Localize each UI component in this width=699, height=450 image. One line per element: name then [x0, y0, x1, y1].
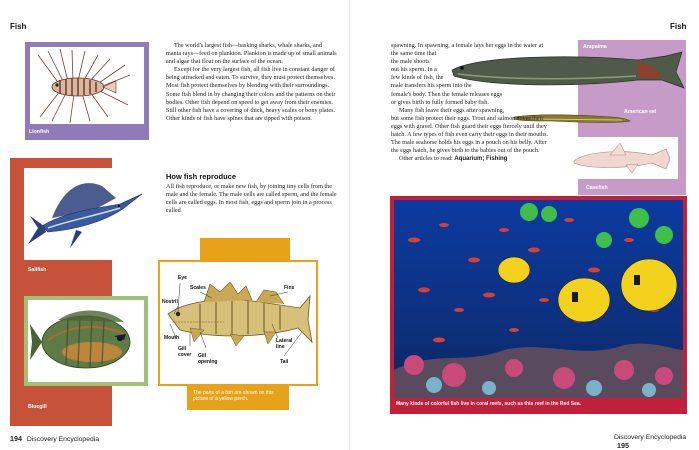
perch-caption-box [187, 384, 289, 410]
see-also [391, 155, 591, 163]
right-page-number: 195 [617, 441, 629, 450]
left-page-number: 194 [10, 434, 22, 443]
left-footer [10, 434, 99, 443]
right-para-2 [391, 107, 591, 156]
right-para-1-line: the male shoots [391, 58, 430, 66]
label-nostril: Nostril [162, 299, 178, 305]
sailfish-caption: Sailfish [28, 267, 47, 273]
label-fins: Fins [284, 285, 295, 291]
left-page-header: Fish [10, 22, 27, 31]
bluegill-panel [24, 296, 148, 386]
perch-top-tab [200, 238, 290, 262]
right-text-column [391, 42, 591, 163]
right-para-2-line: hatch. A few types of fish even carry their eggs in their mouths. [391, 131, 549, 139]
see-also-prefix: Other articles to read: [399, 155, 453, 163]
intro-paragraph-1: The world's largest fish—basking sharks, whale sharks, and manta rays—feed on plankton. Plankton is made up of small animals and algae that float on the surface of the ocean. [166, 42, 337, 66]
right-para-1-line: or gives birth to fully formed baby fish. [391, 98, 489, 106]
perch-diagram [158, 260, 318, 386]
label-gill-cover: Gill cover [178, 346, 192, 358]
lionfish-image [30, 47, 144, 124]
label-tail: Tail [280, 359, 289, 365]
arapaima-caption: Arapaima [583, 44, 607, 50]
subheading-reproduce: How fish reproduce [166, 172, 237, 181]
right-para-1-line: female's body. Then the female releases eggs [391, 90, 503, 98]
right-footer [614, 434, 699, 450]
perch-caption: The parts of a fish are shown on this picture of a yellow perch. [193, 390, 274, 403]
reef-panel [390, 196, 687, 414]
left-footer-title: Discovery Encyclopedia [26, 436, 100, 443]
bluegill-image [28, 300, 144, 382]
right-footer-title: Discovery Encyclopedia [614, 434, 687, 441]
label-mouth: Mouth [164, 335, 179, 341]
right-page-header: Fish [670, 22, 687, 31]
see-also-links[interactable]: Aquarium; Fishing [454, 156, 508, 163]
eel-caption: American eel [624, 109, 657, 115]
page-gutter [349, 0, 351, 450]
lionfish-caption: Lionfish [29, 129, 50, 135]
right-para-1-line: spawning. In spawning, a female lays her eggs in the water at [391, 42, 544, 49]
right-para-2-line: but some fish protect their eggs. Trout and salmon cover their [391, 114, 544, 122]
intro-paragraph-2: Except for the very largest fish, all fish live in constant danger of being attracked and eaten. To survive, they must protect themselves. Most fish protect themselves by blending with their surroundings. Some fish blend in by changing their colors and the patterns on their bodies. Other fish depend on speed to get away from their enemies. Still other fish have a covering of thick, heavy scales or bony plates. Other kinds of fish have spines that are tipped with poison. [166, 66, 336, 122]
right-para-1 [391, 42, 591, 107]
label-gill-opening: Gill opening [198, 353, 218, 365]
right-para-2-line: The male seahorse holds his eggs in a pouch on his belly. After [391, 139, 547, 147]
label-eye: Eye [178, 275, 187, 281]
repro-paragraph: All fish reproduce, or make new fish, by joining tiny cells from the male and the female. The male cells are called sperm, and the female cells are called eggs. In most fish, eggs and sperm join in a process called [166, 183, 337, 215]
intro-text [166, 42, 338, 123]
right-para-1-line: out his sperm. In a [391, 66, 437, 74]
reef-image [394, 200, 683, 398]
sailfish-image [24, 168, 148, 260]
right-para-2-line: Many fish leave their eggs after spawning, [399, 106, 505, 114]
right-para-1-line: male transfers his sperm into the [391, 82, 472, 90]
right-para-1-line: the same time that [391, 50, 437, 58]
reef-caption: Many kinds of colorful fish live in coral reefs, such as this reef in the Red Sea. [396, 401, 582, 407]
bluegill-caption: Bluegill [28, 404, 47, 410]
lionfish-panel [25, 42, 149, 140]
repro-text [166, 183, 338, 215]
right-para-1-line: few kinds of fish, the [391, 74, 444, 82]
label-scales: Scales [190, 285, 206, 291]
label-lateral-line: Lateral line [276, 338, 293, 350]
right-para-2-line: eggs with gravel. Other fish guard their eggs fiercely until they [391, 122, 547, 130]
cavefish-caption: Cavefish [586, 185, 608, 191]
right-para-2-line: the eggs hatch, he gives birth to the babies out of the pouch. [391, 147, 540, 155]
